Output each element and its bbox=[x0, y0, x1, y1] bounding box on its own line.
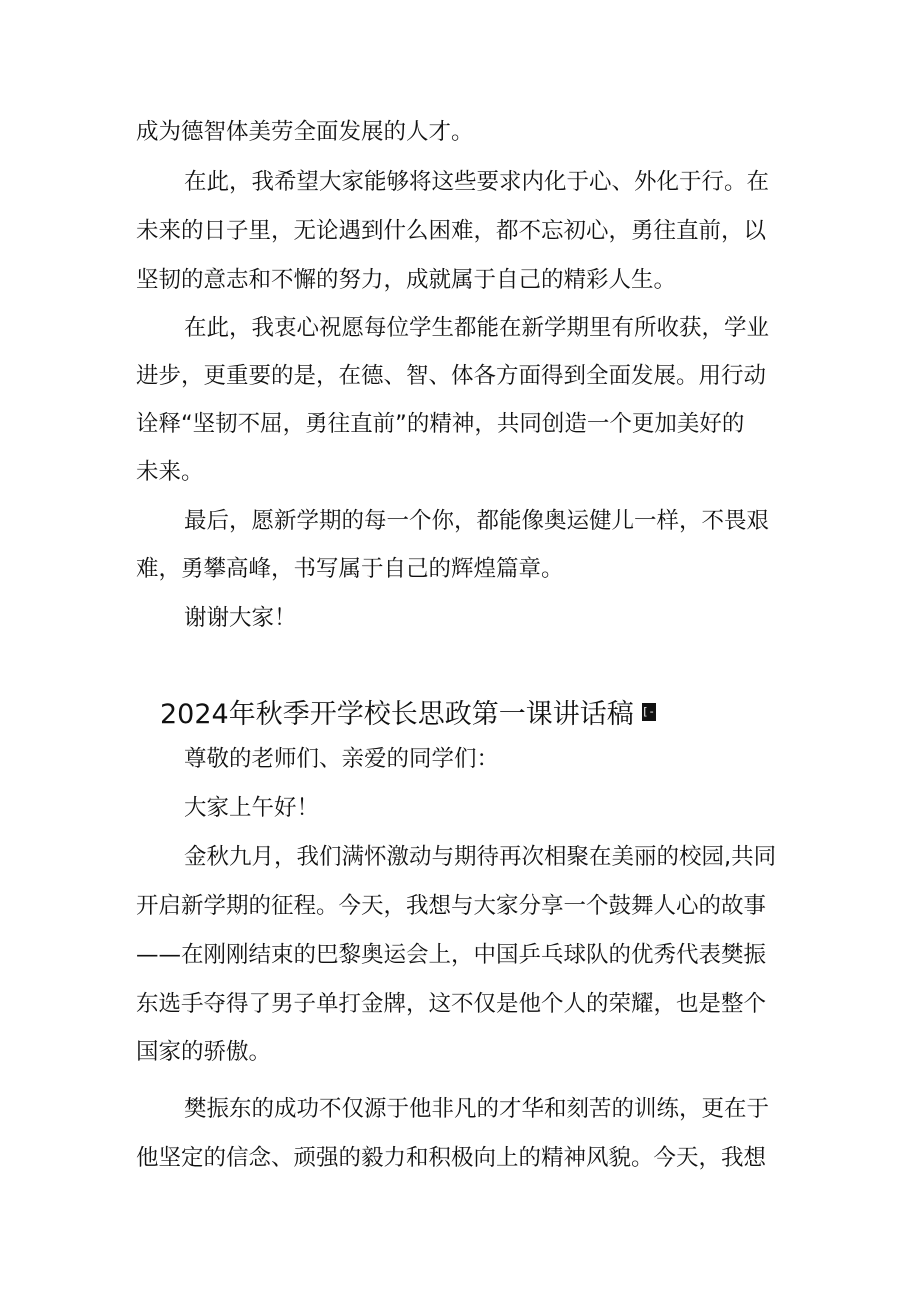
closing-line: 谢谢大家！ bbox=[184, 605, 297, 631]
page-title bbox=[160, 697, 662, 733]
paragraph-line: 未来的日子里，无论遇到什么困难，都不忘初心，勇往直前，以 bbox=[136, 218, 767, 244]
greeting-line: 大家上午好！ bbox=[184, 795, 320, 821]
paragraph-line: 成为德智体美劳全面发展的人才。 bbox=[136, 119, 474, 145]
paragraph-line: 他坚定的信念、顽强的毅力和积极向上的精神风貌。今天，我想 bbox=[136, 1145, 767, 1171]
paragraph-line: ——在刚刚结束的巴黎奥运会上，中国乒乓球队的优秀代表樊振 bbox=[136, 942, 767, 968]
salutation-line: 尊敬的老师们、亲爱的同学们： bbox=[184, 746, 500, 772]
paragraph-line: 进步，更重要的是，在德、智、体各方面得到全面发展。用行动 bbox=[136, 363, 767, 389]
paragraph-line: 难，勇攀高峰，书写属于自己的辉煌篇章。 bbox=[136, 556, 564, 582]
paragraph-line: 金秋九月，我们满怀激动与期待再次相聚在美丽的校园,共同 bbox=[184, 844, 777, 870]
paragraph-line: 诠释“坚韧不屈，勇往直前”的精神，共同创造一个更加美好的 bbox=[136, 411, 745, 437]
paragraph-line: 坚韧的意志和不懈的努力，成就属于自己的精彩人生。 bbox=[136, 267, 677, 293]
paragraph-line: 樊振东的成功不仅源于他非凡的才华和刻苦的训练，更在于 bbox=[184, 1096, 770, 1122]
paragraph-line: 开启新学期的征程。今天，我想与大家分享一个鼓舞人心的故事 bbox=[136, 893, 767, 919]
footnote-mark: [-] bbox=[642, 703, 656, 721]
paragraph-line: 未来。 bbox=[136, 459, 204, 485]
paragraph-line: 在此，我希望大家能够将这些要求内化于心、外化于行。在 bbox=[184, 169, 770, 195]
paragraph-line: 最后，愿新学期的每一个你，都能像奥运健儿一样，不畏艰 bbox=[184, 508, 770, 534]
paragraph-line: 国家的骄傲。 bbox=[136, 1039, 272, 1065]
paragraph-line: 在此，我衷心祝愿每位学生都能在新学期里有所收获，学业 bbox=[184, 315, 770, 341]
paragraph-line: 东选手夺得了男子单打金牌，这不仅是他个人的荣耀，也是整个 bbox=[136, 991, 767, 1017]
title-text: 2024年秋季开学校长思政第一课讲话稿 bbox=[160, 699, 634, 730]
